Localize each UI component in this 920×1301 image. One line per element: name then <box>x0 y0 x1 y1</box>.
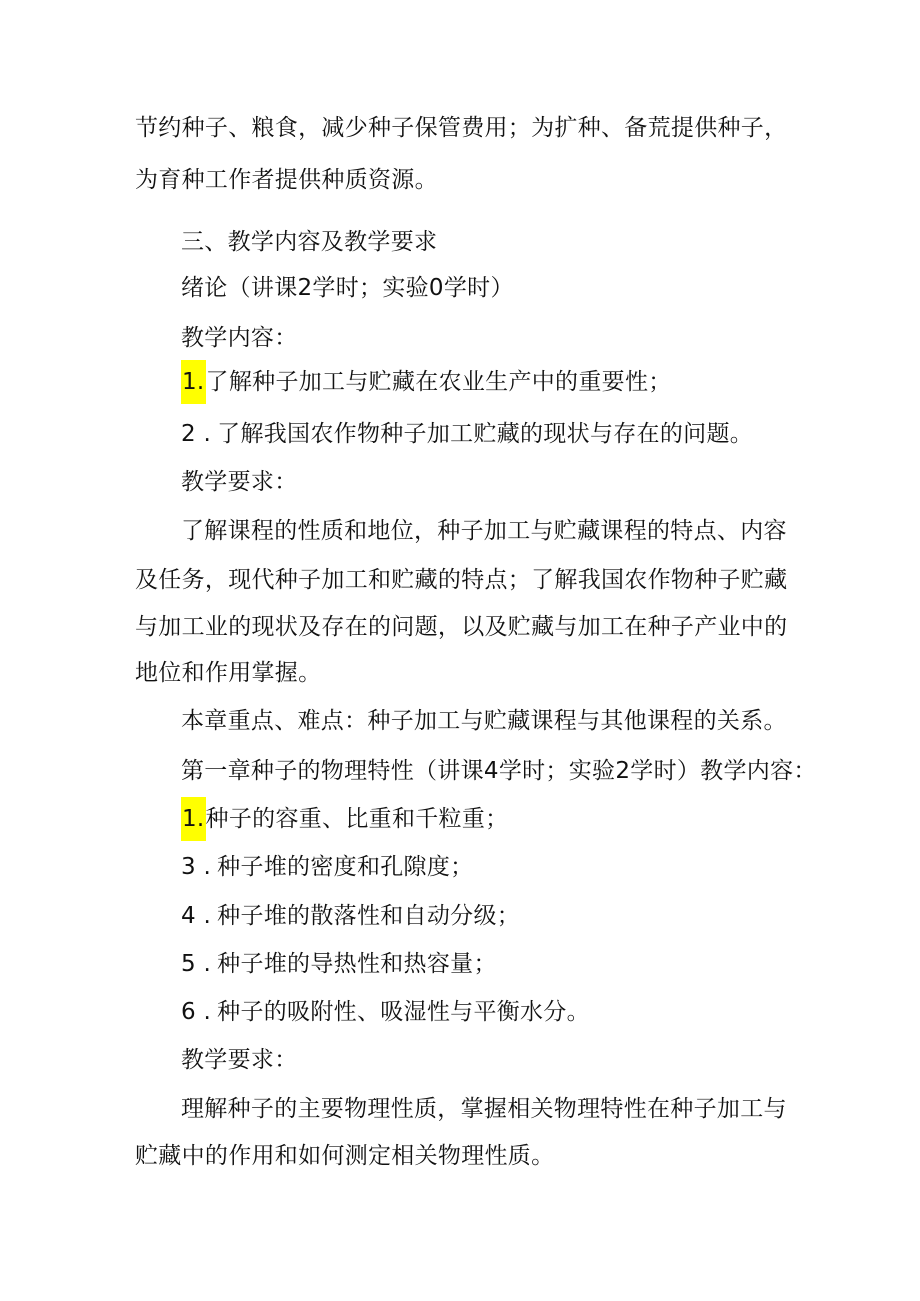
item-text: 种子堆的散落性和自动分级； <box>217 903 521 929</box>
chapter1-requirements-line-1: 理解种子的主要物理性质，掌握相关物理特性在种子加工与 <box>181 1096 787 1122</box>
intro-content-label: 教学内容： <box>181 325 298 351</box>
chapter1-title: 第一章种子的物理特性（讲课4学时；实验2学时）教学内容： <box>181 758 817 784</box>
intro-line-2: 为育种工作者提供种质资源。 <box>135 167 438 193</box>
intro-requirements-line-4: 地位和作用掌握。 <box>135 660 322 686</box>
list-item <box>181 367 672 404</box>
intro-chapter-title: 绪论（讲课2学时；实验0学时） <box>181 275 514 301</box>
item-text: 种子堆的密度和孔隙度； <box>217 854 474 880</box>
chapter1-requirements-label: 教学要求： <box>181 1047 298 1073</box>
item-number: 3 . <box>181 854 212 880</box>
item-number: 6 . <box>181 999 212 1025</box>
intro-line-1: 节约种子、粮食，减少种子保管费用；为扩种、备荒提供种子， <box>135 115 788 141</box>
list-item <box>181 997 590 1027</box>
chapter1-requirements-line-2: 贮藏中的作用和如何测定相关物理性质。 <box>135 1143 555 1169</box>
item-number: 2 . <box>181 421 212 447</box>
item-text: 了解种子加工与贮藏在农业生产中的重要性； <box>205 369 672 395</box>
item-text: 种子堆的导热性和热容量； <box>217 951 497 977</box>
intro-requirements-line-3: 与加工业的现状及存在的问题，以及贮藏与加工在种子产业中的 <box>135 614 788 640</box>
item-number-highlight: 1. <box>181 797 206 841</box>
list-item <box>181 804 508 841</box>
item-text: 种子的容重、比重和千粒重； <box>205 806 509 832</box>
list-item <box>181 901 520 931</box>
intro-key-points: 本章重点、难点：种子加工与贮藏课程与其他课程的关系。 <box>181 708 787 734</box>
item-text: 了解我国农作物种子加工贮藏的现状与存在的问题。 <box>217 421 754 447</box>
item-number: 5 . <box>181 951 212 977</box>
item-number-highlight: 1. <box>181 360 206 404</box>
intro-requirements-label: 教学要求： <box>181 469 298 495</box>
section-heading: 三、教学内容及教学要求 <box>181 229 438 255</box>
intro-requirements-line-1: 了解课程的性质和地位，种子加工与贮藏课程的特点、内容 <box>181 518 787 544</box>
list-item <box>181 949 497 979</box>
list-item <box>181 852 473 882</box>
intro-requirements-line-2: 及任务，现代种子加工和贮藏的特点；了解我国农作物种子贮藏 <box>135 567 788 593</box>
item-number: 4 . <box>181 903 212 929</box>
list-item <box>181 419 753 449</box>
item-text: 种子的吸附性、吸湿性与平衡水分。 <box>217 999 590 1025</box>
